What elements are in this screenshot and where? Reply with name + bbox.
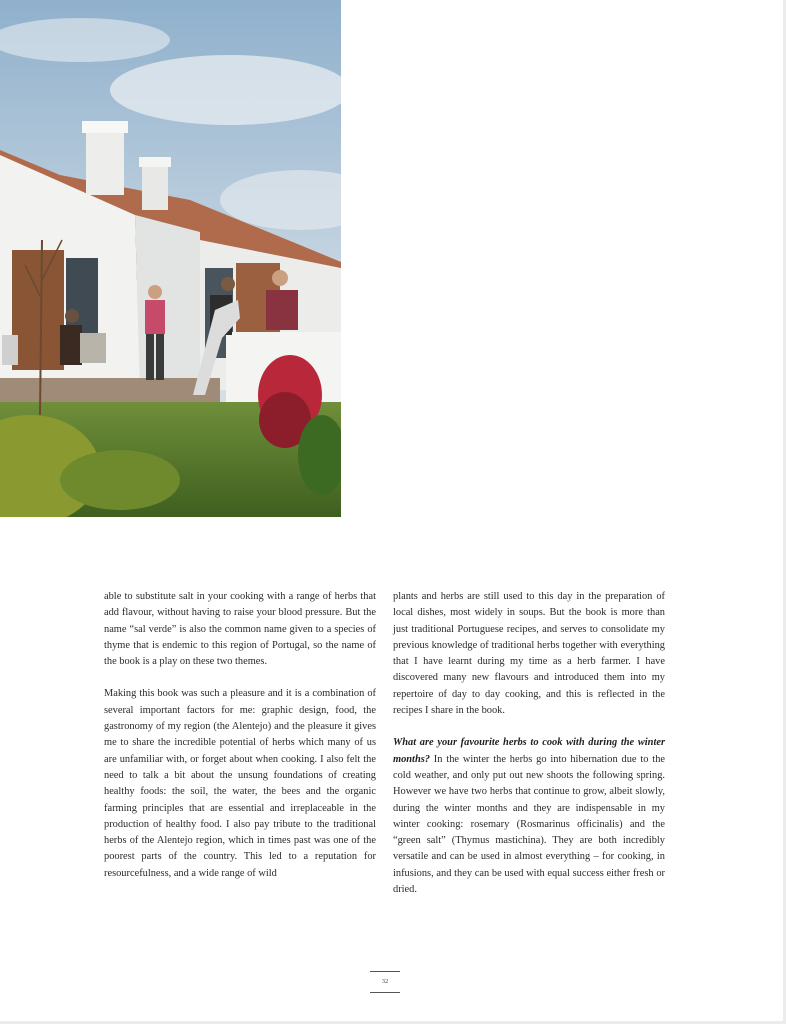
article-column-left — [104, 589, 376, 898]
interview-answer: In the winter the herbs go into hibernation due to the cold weather, and only put out new shoots the following spring. However we have two herbs that continue to grow, albeit slowly, during the winter months and they are indispensable in my winter cooking: rosemary (Rosmarinus officinalis) and the “green salt” (Thymus mastichina). They are both incredibly versatile and can be used in almost everything – for cooking, in infusions, and they can be used with equal success either fresh or dried. — [393, 753, 665, 896]
paragraph: able to substitute salt in your cooking with a range of herbs that add flavour, without having to raise your blood pressure. But the name “sal verde” is also the common name given to a species of thyme that is endemic to this region of Portugal, so the name of the book is a play on these two themes. — [104, 591, 376, 668]
paragraph: plants and herbs are still used to this day in the preparation of local dishes, most widely in soups. But the book is more than just traditional Portuguese recipes, and serves to consolidate my previous knowledge of traditional herbs together with everything that I have learnt during my time as a herb farmer. I have discovered many new flavours and introduced them into my repertoire of day to day cooking, and this is reflected in the recipes I share in the book. — [393, 591, 665, 717]
page-number: 32 — [370, 971, 400, 993]
article-column-right — [393, 589, 665, 914]
house-photo — [0, 0, 341, 517]
paragraph: Making this book was such a pleasure and it is a combination of several important factors for me: graphic design, food, the gastronomy of my region (the Alentejo) and the pleasure it gives me to share the incredible potential of herbs which many of us are unfamiliar with, or forget about when cooking. I also felt the need to talk a bit about the unsung foundations of creating healthy foods: the soil, the water, the bees and the organic farming principles that are essential and irreplaceable in the production of healthy food. I also pay tribute to the traditional herbs of the Alentejo region, which in times past was one of the poorest parts of the country. This led to a reputation for resourcefulness, and a wide range of wild — [104, 688, 376, 879]
house-photo-icon — [0, 0, 341, 517]
interview-question: What are your favourite herbs to cook with during the winter months? — [393, 737, 665, 765]
paragraph-qa — [393, 735, 665, 898]
